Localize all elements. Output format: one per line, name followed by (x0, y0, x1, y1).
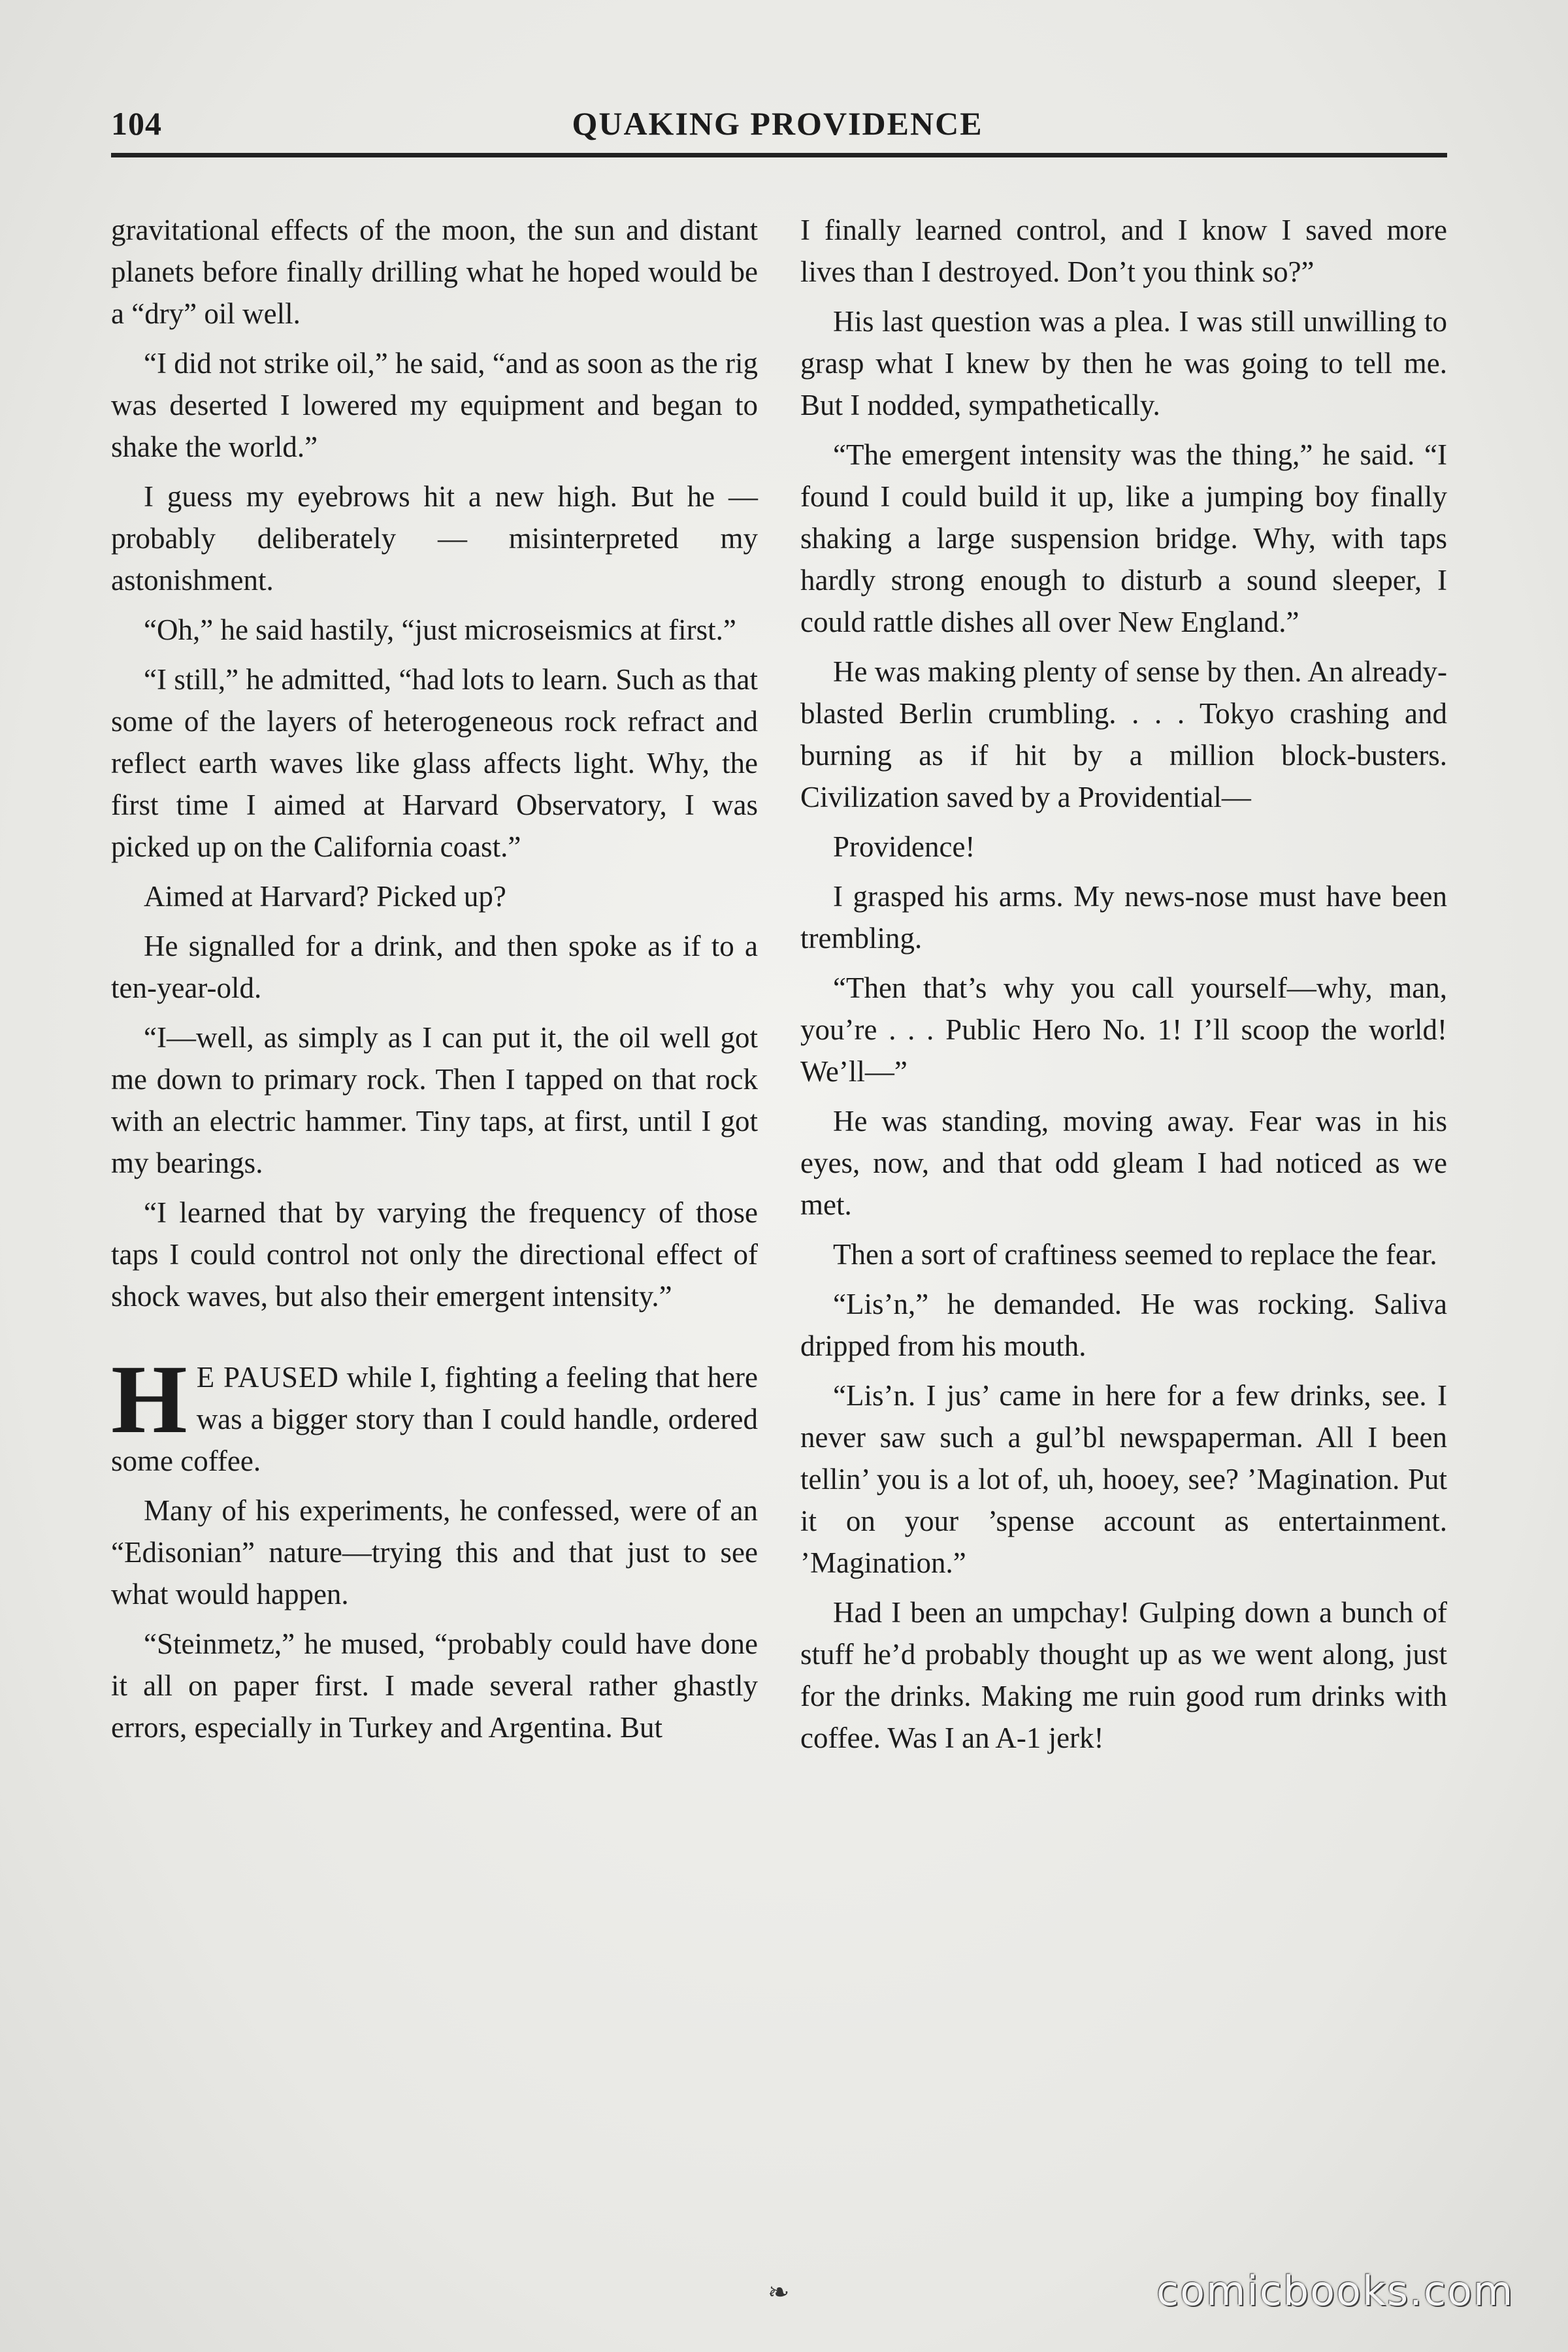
lead-in: E PAUSED (196, 1361, 339, 1394)
paragraph: “Lis’n,” he demanded. He was rocking. Saliva dripped from his mouth. (800, 1288, 1447, 1362)
paragraph: He was making plenty of sense by then. An already-blasted Berlin crumbling. . . . Tokyo crashing and burning as if hit by a million block-busters. Civilization saved by a Providential— (800, 655, 1447, 813)
paragraph: “I still,” he admitted, “had lots to learn. Such as that some of the layers of heterogeneous rock refract and reflect earth waves like glass affects light. Why, the first time I aimed at Harvard Observatory, I was picked up on the California coast.” (111, 663, 758, 863)
paragraph: “I learned that by varying the frequency of those taps I could control not only the directional effect of shock waves, but also their emergent intensity.” (111, 1196, 758, 1313)
section-opening-paragraph (111, 1345, 758, 1482)
paragraph: “Then that’s why you call yourself—why, man, you’re . . . Public Hero No. 1! I’ll scoop the world! We’ll—” (800, 972, 1447, 1088)
paragraph: Providence! (833, 830, 975, 863)
paragraph: “Steinmetz,” he mused, “probably could have done it all on paper first. I made several rather ghastly errors, especially in Turkey and Argentina. But (111, 1627, 758, 1744)
paragraph: He signalled for a drink, and then spoke as if to a ten-year-old. (111, 930, 758, 1004)
paragraph: I grasped his arms. My news-nose must have been trembling. (800, 880, 1447, 955)
left-column (111, 209, 758, 1756)
header-rule (111, 153, 1447, 157)
paragraph: gravitational effects of the moon, the sun and distant planets before finally drilling what he hoped would be a “dry” oil well. (111, 214, 758, 330)
drop-cap: H (111, 1345, 188, 1454)
right-column (800, 209, 1447, 1767)
ornament-icon: ❧ (768, 2278, 790, 2307)
watermark: comicbooks.com (1156, 2267, 1514, 2315)
page-header (111, 105, 1444, 150)
paragraph: His last question was a plea. I was still unwilling to grasp what I knew by then he was going to tell me. But I nodded, sympathetically. (800, 305, 1447, 421)
paragraph: Had I been an umpchay! Gulping down a bunch of stuff he’d probably thought up as we went along, just for the drinks. Making me ruin good rum drinks with coffee. Was I an A-1 jerk! (800, 1596, 1447, 1754)
paragraph: He was standing, moving away. Fear was in his eyes, now, and that odd gleam I had noticed as we met. (800, 1105, 1447, 1221)
paragraph: “I—well, as simply as I can put it, the oil well got me down to primary rock. Then I tapped on that rock with an electric hammer. Tiny taps, at first, until I got my bearings. (111, 1021, 758, 1179)
paragraph: Aimed at Harvard? Picked up? (144, 880, 506, 913)
paragraph: Many of his experiments, he confessed, were of an “Edisonian” nature—trying this and that just to see what would happen. (111, 1494, 758, 1610)
paragraph: “I did not strike oil,” he said, “and as soon as the rig was deserted I lowered my equipment and began to shake the world.” (111, 347, 758, 463)
section-text: while I, fighting a feeling that here was a bigger story than I could handle, ordered some coffee. (111, 1361, 758, 1477)
paragraph: “The emergent intensity was the thing,” he said. “I found I could build it up, like a jumping boy finally shaking a large suspension bridge. Why, with taps hardly strong enough to disturb a sound sleeper, I could rattle dishes all over New England.” (800, 438, 1447, 638)
paragraph: “Oh,” he said hastily, “just microseismics at first.” (144, 613, 736, 646)
page-number: 104 (111, 105, 162, 142)
paragraph: I guess my eyebrows hit a new high. But he — probably deliberately — misinterpreted my astonishment. (111, 480, 758, 596)
paragraph: “Lis’n. I jus’ came in here for a few drinks, see. I never saw such a gul’bl newspaperman. All I been tellin’ you is a lot of, uh, hooey, see? ’Magination. Put it on your ’spense account as entertainment. ’Magination.” (800, 1379, 1447, 1579)
paragraph: I finally learned control, and I know I saved more lives than I destroyed. Don’t you think so?” (800, 214, 1447, 288)
running-title: QUAKING PROVIDENCE (572, 105, 983, 142)
paragraph: Then a sort of craftiness seemed to replace the fear. (833, 1238, 1437, 1271)
